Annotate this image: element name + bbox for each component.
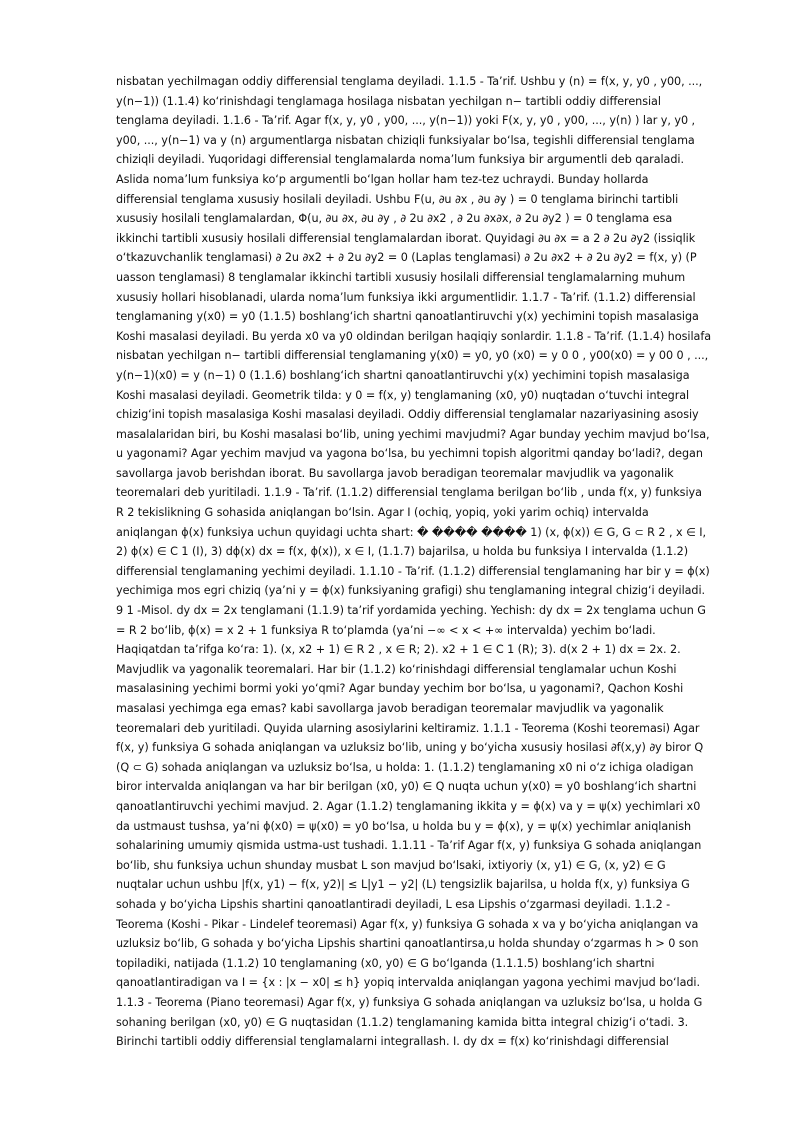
body-text: nisbatan yechilmagan oddiy differensial tenglama deyiladi. 1.1.5 - Ta’rif. Ushbu y (n) = f(x, y, y0 , y00, ..., y(n−1)) (1.1.4) ko‘rinishdagi tenglamaga hosilaga nisbatan yechilgan n− tartibli oddiy differensial tenglama deyiladi. 1.1.6 - Ta’rif. Agar f(x, y, y0 , y00, ..., y(n−1)) yoki F(x, y, y0 , y00, ..., y(n) ) lar y, y0 , y00, ..., y(n−1) va y (n) argumentlarga nisbatan chiziqli funksiyalar bo‘lsa, tegishli differensial tenglama chiziqli deyiladi. Yuqoridagi differensial tenglamalarda noma’lum funksiya bir argumentli deb qaraladi. Aslida noma’lum funksiya ko‘p argumentli bo‘lgan hollar ham tez-tez uchraydi. Bunday hollarda differensial tenglama xususiy hosilali deyiladi. Ushbu F(u, ∂u ∂x , ∂u ∂y ) = 0 tenglama birinchi tartibli xususiy hosilali tenglamalardan, Φ(u, ∂u ∂x, ∂u ∂y , ∂ 2u ∂x2 , ∂ 2u ∂x∂x, ∂ 2u ∂y2 ) = 0 tenglama esa ikkinchi tartibli xususiy hosilali differensial tenglamalardan iborat. Quyidagi ∂u ∂x = a 2 ∂ 2u ∂y2 (issiqlik o‘tkazuvchanlik tenglamasi) ∂ 2u ∂x2 + ∂ 2u ∂y2 = 0 (Laplas tenglamasi) ∂ 2u ∂x2 + ∂ 2u ∂y2 = f(x, y) (P uasson tenglamasi) 8 tenglamalar ikkinchi tartibli xususiy hosilali differensial tenglamalarning muhum xususiy hollari hisoblanadi, ularda noma’lum funksiya ikki argumentlidir. 1.1.7 - Ta’rif. (1.1.2) differensial tenglamaning y(x0) = y0 (1.1.5) boshlang‘ich shartni qanoatlantiruvchi y(x) yechimini topish masalasiga Koshi masalasi deyiladi. Bu yerda x0 va y0 oldindan berilgan haqiqiy sonlardir. 1.1.8 - Ta’rif. (1.1.4) hosilafa nisbatan yechilgan n− tartibli differensial tenglamaning y(x0) = y0, y0 (x0) = y 0 0 , y00(x0) = y 00 0 , ..., y(n−1)(x0) = y (n−1) 0 (1.1.6) boshlang‘ich shartni qanoatlantiruvchi y(x) yechimini topish masalasiga Koshi masalasi deyiladi. Geometrik tilda: y 0 = f(x, y) tenglamaning (x0, y0) nuqtadan o‘tuvchi integral chizig‘ini topish masalasiga Koshi masalasi deyiladi. Oddiy differensial tenglamalar nazariyasining asosiy masalalaridan biri, bu Koshi masalasi bo‘lib, uning yechimi mavjudmi? Agar bunday yechim mavjud bo‘lsa, u yagonami? Agar yechim mavjud va yagona bo‘lsa, bu yechimni topish algoritmi qanday bo‘ladi?, degan savollarga javob berishdan iborat. Bu savollarga javob beradigan teoremalar mavjudlik va yagonalik teoremalari deb yuritiladi. 1.1.9 - Ta’rif. (1.1.2) differensial tenglama berilgan bo‘lib , unda f(x, y) funksiya R 2 tekislikning G sohasida aniqlangan bo‘lsin. Agar I (ochiq, yopiq, yoki yarim ochiq) intervalda aniqlangan ϕ(x) funksiya uchun quyidagi uchta shart: � ���� ���� 1) (x, ϕ(x)) ∈ G, G ⊂ R 2 , x ∈ I, 2) ϕ(x) ∈ C 1 (I), 3) dϕ(x) dx = f(x, ϕ(x)), x ∈ I, (1.1.7) bajarilsa, u holda bu funksiya I intervalda (1.1.2) differensial tenglamaning yechimi deyiladi. 1.1.10 - Ta’rif. (1.1.2) differensial tenglamaning har bir y = ϕ(x) yechimiga mos egri chiziq (ya’ni y = ϕ(x) funksiyaning grafigi) shu tenglamaning integral chizig‘i deyiladi. 9 1 -Misol. dy dx = 2x tenglamani (1.1.9) ta’rif yordamida yeching. Yechish: dy dx = 2x tenglama uchun G = R 2 bo‘lib, ϕ(x) = x 2 + 1 funksiya R to‘plamda (ya’ni −∞ < x < +∞ intervalda) yechim bo‘ladi. Haqiqatdan ta’rifga ko‘ra: 1). (x, x2 + 1) ∈ R 2 , x ∈ R; 2). x2 + 1 ∈ C 1 (R); 3). d(x 2 + 1) dx = 2x. 2. Mavjudlik va yagonalik teoremalari. Har bir (1.1.2) ko‘rinishdagi differensial tenglamalar uchun Koshi masalasining yechimi bormi yoki yo‘qmi? Agar bunday yechim bor bo‘lsa, u yagonami?, Qachon Koshi masalasi yechimga ega emas? kabi savollarga javob beradigan teoremalar mavjudlik va yagonalik teoremalari deb yuritiladi. Quyida ularning asosiylarini keltiramiz. 1.1.1 - Teorema (Koshi teoremasi) Agar f(x, y) funksiya G sohada aniqlangan va uzluksiz bo‘lib, uning y bo‘yicha xususiy hosilasi ∂f(x,y) ∂y biror Q (Q ⊂ G) sohada aniqlangan va uzluksiz bo‘lsa, u holda: 1. (1.1.2) tenglamaning x0 ni o‘z ichiga oladigan biror intervalda aniqlangan va har bir berilgan (x0, y0) ∈ Q nuqta uchun y(x0) = y0 boshlang‘ich shartni qanoatlantiruvchi yechimi mavjud. 2. Agar (1.1.2) tenglamaning ikkita y = ϕ(x) va y = ψ(x) yechimlari x0 da ustmaust tushsa, ya’ni ϕ(x0) = ψ(x0) = y0 bo‘lsa, u holda bu y = ϕ(x), y = ψ(x) yechimlar aniqlanish sohalarining umumiy qismida ustma-ust tushadi. 1.1.11 - Ta’rif Agar f(x, y) funksiya G sohada aniqlangan bo‘lib, shu funksiya uchun shunday musbat L son mavjud bo‘lsaki, ixtiyoriy (x, y1) ∈ G, (x, y2) ∈ G nuqtalar uchun ushbu |f(x, y1) − f(x, y2)| ≤ L|y1 − y2| (L) tengsizlik bajarilsa, u holda f(x, y) funksiya G sohada y bo‘yicha Lipshis shartini qanoatlantiradi deyiladi, L esa Lipshis o‘zgarmasi deyiladi. 1.1.2 - Teorema (Koshi - Pikar - Lindelef teoremasi) Agar f(x, y) funksiya G sohada x va y bo‘yicha aniqlangan va uzluksiz bo‘lib, G sohada y bo‘yicha Lipshis shartini qanoatlantirsa,u holda shunday o‘zgarmas h > 0 son topiladiki, natijada (1.1.2) 10 tenglamaning (x0, y0) ∈ G bo‘lganda (1.1.1.5) boshlang‘ich shartni qanoatlantiradigan va I = {x : |x − x0| ≤ h} yopiq intervalda aniqlangan yagona yechimi mavjud bo‘ladi. 1.1.3 - Teorema (Piano teoremasi) Agar f(x, y) funksiya G sohada aniqlangan va uzluksiz bo‘lsa, u holda G sohaning berilgan (x0, y0) ∈ G nuqtasidan (1.1.2) tenglamaning kamida bitta integral chizig‘i o‘tadi. 3. Birinchi tartibli oddiy differensial tenglamalarni integrallash. I. dy dx = f(x) ko‘rinishdagi differensial [116,75,712,1049]
document-page [116,72,712,1052]
